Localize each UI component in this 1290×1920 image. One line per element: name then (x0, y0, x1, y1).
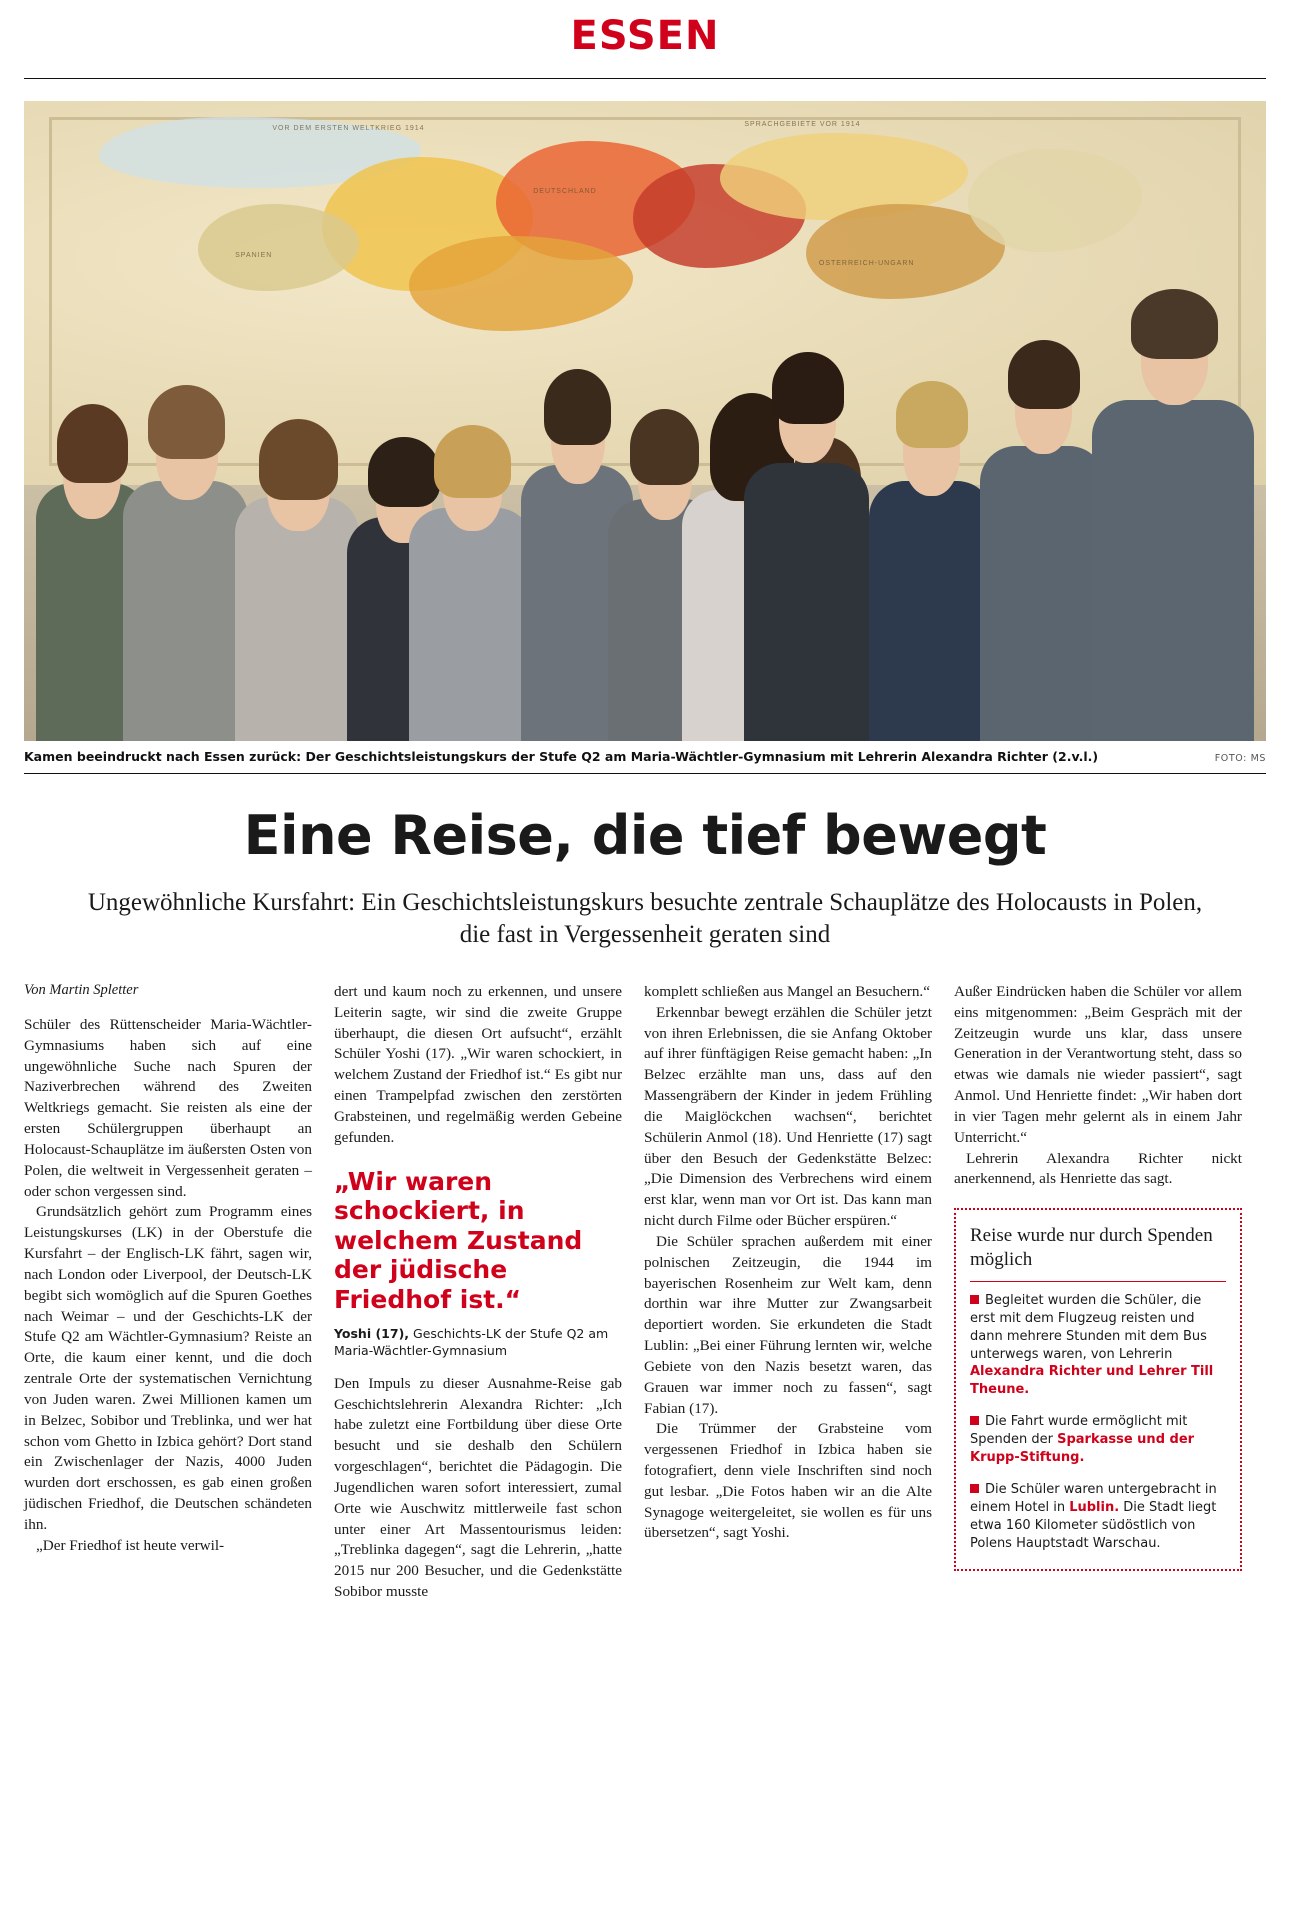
person (980, 331, 1104, 741)
byline: Von Martin Spletter (24, 981, 139, 998)
person (744, 344, 868, 741)
person (1092, 280, 1253, 741)
info-text: Die Fahrt wurde ermöglicht mit Spenden der (970, 1414, 1188, 1448)
square-bullet-icon (970, 1484, 979, 1493)
map-label: VOR DEM ERSTEN WELTKRIEG 1914 (272, 124, 425, 132)
article-body (24, 982, 1266, 1603)
info-box-item (970, 1292, 1226, 1400)
info-text-post: Die Stadt liegt etwa 160 Kilometer südöstlich von Polens Hauptstadt Warschau. (970, 1500, 1217, 1551)
paragraph: Schüler des Rüttenscheider Maria-Wächtler-Gymnasiums haben sich auf eine ungewöhnliche Suche nach Spuren der Naziverbrechen während des Zweiten Weltkriegs gemacht. Sie reisten als eine der ersten Schülergruppen überhaupt an Holocaust-Schauplätze im äußersten Osten von Polen, die weltweit in Vergessenheit geraten – oder schon vergessen sind. (24, 1015, 312, 1200)
photo-credit: FOTO: MS (1214, 753, 1266, 764)
info-box-item (970, 1413, 1226, 1467)
info-highlight: Lublin. (1069, 1500, 1120, 1516)
column-2 (334, 982, 622, 1603)
person (235, 402, 359, 741)
map-label: SPRACHGEBIETE VOR 1914 (744, 120, 861, 128)
info-text: Die Schüler waren untergebracht in einem Hotel in (970, 1482, 1217, 1516)
paragraph: Die Schüler sprachen außerdem mit einer polnischen Zeitzeugin, die 1944 im bayerischen Rosenheim zur Welt kam, denn dorthin war ihre Mutter zur Zwangsarbeit deportiert worden. Sie erkundeten die Stadt Lublin: „Bei einer Führung lernten wir, welche Gebiete von den Nazis besetzt waren, das Grauen war immer noch zu fassen“, sagt Fabian (17). (644, 1232, 932, 1417)
paragraph: „Der Friedhof ist heute verwil- (36, 1536, 225, 1554)
pull-quote-source: Yoshi (17), (334, 1326, 410, 1342)
info-highlight: Sparkasse und der Krupp-Stiftung. (970, 1432, 1195, 1466)
column-3 (644, 982, 932, 1603)
info-highlight: Alexandra Richter und Lehrer Till Theune. (970, 1364, 1214, 1398)
photo-image (24, 101, 1266, 741)
person (123, 370, 247, 741)
pull-quote-attribution (334, 1326, 622, 1360)
person (409, 408, 533, 741)
paragraph: Grundsätzlich gehört zum Programm eines Leistungskurses (LK) in der Oberstufe die Kursfahrt – der Englisch-LK fährt, sagen wir, nach London oder Liverpool, der Deutsch-LK begibt sich womöglich auf die Spuren Goethes nach Weimar – und der Geschichts-LK der Stufe Q2 am Wächtler-Gymnasium? Reiste an Orte, die kaum einer kennt, und die doch zentrale Orte der systematischen Vernichtung von Juden waren. Zwei Millionen kamen um in Belzec, Sobibor und Treblinka, und wer hat schon vom Ghetto in Izbica gehört? Dort stand ein Zwischenlager der Nazis, 4000 Juden wurden dort erschossen, es gab einen großen jüdischen Friedhof, die Deutschen schändeten ihn. (24, 1203, 312, 1533)
paragraph: Lehrerin Alexandra Richter nickt anerkennend, als Henriette das sagt. (954, 1149, 1242, 1188)
section-title: ESSEN (570, 13, 720, 59)
paragraph: Die Trümmer der Grabsteine vom vergessenen Friedhof in Izbica haben sie fotografiert, denn viele Inschriften sind noch gut lesbar. „Die Fotos haben wir an die Alte Synagoge weitergeleitet, sie wollen es für uns übersetzen“, sagt Yoshi. (644, 1420, 932, 1542)
paragraph: komplett schließen aus Mangel an Besuchern.“ (644, 982, 930, 1000)
photo-caption-bar (24, 749, 1266, 774)
paragraph: Den Impuls zu dieser Ausnahme-Reise gab Geschichtslehrerin Alexandra Richter: „Ich habe zuletzt eine Fortbildung über diese Orte besucht und sie deshalb den Schülern vorgeschlagen“, berichtet die Pädagogin. Die Jugendlichen waren sofort interessiert, zumal Orte wie Auschwitz mittlerweile fast schon unter einer Art Massentourismus leiden: „Treblinka dagegen“, sagt die Lehrerin, „hatte 2015 nur 200 Besucher, und die Gedenkstätte Sobibor musste (334, 1374, 622, 1601)
info-box (954, 1208, 1242, 1571)
square-bullet-icon (970, 1416, 979, 1425)
masthead (24, 0, 1266, 66)
map-label: ÖSTERREICH-UNGARN (818, 259, 915, 267)
map-label: DEUTSCHLAND (533, 188, 597, 196)
article-subhead: Ungewöhnliche Kursfahrt: Ein Geschichtsleistungskurs besuchte zentrale Schauplätze des Holocausts in Polen, die fast in Vergessenheit geraten sind (87, 888, 1203, 949)
person (869, 370, 993, 741)
info-box-title: Reise wurde nur durch Spenden möglich (970, 1224, 1226, 1282)
paragraph: Außer Eindrücken haben die Schüler vor allem eins mitgenommen: „Beim Gespräch mit der Zeitzeugin wurde uns klar, dass unsere Generation in der Verantwortung steht, dass so etwas wie damals nie wieder passiert“, sagt Anmol. Und Henriette findet: „Wir haben dort in vier Tagen mehr gelernt als in einem Jahr Unterricht.“ (954, 982, 1242, 1146)
masthead-divider (24, 78, 1266, 79)
map-label: SPANIEN (235, 251, 273, 259)
column-4 (954, 982, 1242, 1603)
square-bullet-icon (970, 1295, 979, 1304)
pull-quote-role: Geschichts-LK der Stufe Q2 am Maria-Wächtler-Gymnasium (334, 1326, 609, 1358)
info-text: Begleitet wurden die Schüler, die erst mit dem Flugzeug reisten und dann mehrere Stunden mit dem Bus unterwegs waren, von Lehrerin (970, 1292, 1207, 1362)
article-photo (24, 101, 1266, 741)
photo-caption: Kamen beeindruckt nach Essen zurück: Der Geschichtsleistungskurs der Stufe Q2 am Maria-Wächtler-Gymnasium mit Lehrerin Alexandra Richter (2.v.l.) (24, 749, 1099, 764)
paragraph: dert und kaum noch zu erkennen, und unsere Leiterin sagte, wir sind die zweite Gruppe überhaupt, die diesen Ort aufsucht“, erzählt Schüler Yoshi (17). „Wir waren schockiert, in welchem Zustand der Friedhof ist.“ Es gibt nur einen Trampelpfad zwischen den zerstörten Grabsteinen, und regelmäßig werden Gebeine gefunden. (334, 982, 622, 1146)
column-1 (24, 982, 312, 1603)
pull-quote: „Wir waren schockiert, in welchem Zustand der jüdische Friedhof ist.“ (334, 1166, 583, 1314)
article-headline: Eine Reise, die tief bewegt (243, 804, 1047, 868)
paragraph: Erkennbar bewegt erzählen die Schüler jetzt von ihren Erlebnissen, die sie Anfang Oktober auf ihrer fünftägigen Reise gemacht haben: „In Belzec erzählte man uns, dass auf den Massengräbern der Kinder in jedem Frühling die Maiglöckchen wachsen“, berichtet Schülerin Anmol (18). Und Henriette (17) sagt über den Besuch der Gedenkstätte Belzec: „Die Dimension des Verbrechens wird einem erst klar, wenn man vor Ort ist. Das kann man nicht durch Filme oder Bücher erspüren.“ (644, 1003, 932, 1230)
info-box-item (970, 1481, 1226, 1553)
